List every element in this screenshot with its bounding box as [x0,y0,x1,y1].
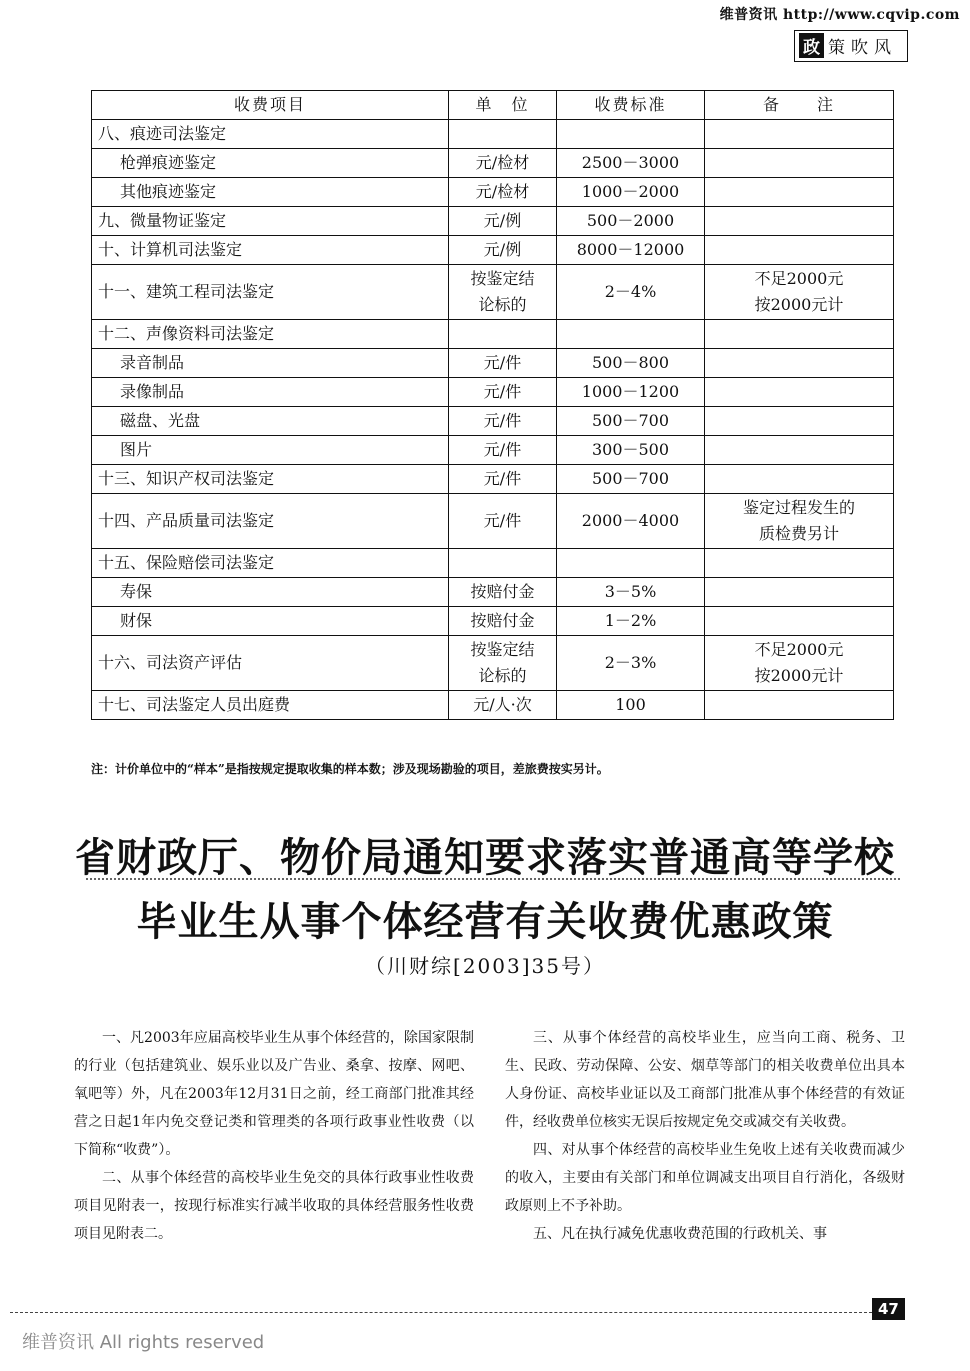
table-row [92,607,894,636]
cell-standard: 1000－1200 [557,378,705,407]
table-row [92,465,894,494]
table-footnote: 注：计价单位中的“样本”是指按规定提取收集的样本数；涉及现场勘验的项目，差旅费按实另计。 [91,762,609,776]
paragraph: 二、从事个体经营的高校毕业生免交的具体行政事业性收费项目见附表一，按现行标准实行减半收取的具体经营服务性收费项目见附表二。 [74,1170,474,1242]
cell-standard: 1－2% [557,607,705,636]
table-row [92,349,894,378]
cell-unit: 元/件 [449,378,557,407]
column-tag-rest: 策吹风 [828,38,897,58]
cell-unit: 元/件 [449,494,557,549]
cell-standard: 2－4% [557,265,705,320]
cell-unit [449,320,557,349]
cell-item: 图片 [92,436,449,465]
article-title-line-2: 毕业生从事个体经营有关收费优惠政策 [136,899,834,945]
cell-item: 九、微量物证鉴定 [92,207,449,236]
cell-unit: 元/件 [449,407,557,436]
table-row [92,378,894,407]
cell-standard: 500－2000 [557,207,705,236]
cell-item: 财保 [92,607,449,636]
article-column-right [505,1024,905,1248]
cell-item: 寿保 [92,578,449,607]
cell-note [705,236,894,265]
cell-item: 十一、建筑工程司法鉴定 [92,265,449,320]
cell-unit: 元/例 [449,236,557,265]
cell-note: 鉴定过程发生的 质检费另计 [705,494,894,549]
footer-copyright: 维普资讯 All rights reserved [22,1332,265,1353]
paragraph: 一、凡2003年应届高校毕业生从事个体经营的，除国家限制的行业（包括建筑业、娱乐业以及广告业、桑拿、按摩、网吧、氧吧等）外，凡在2003年12月31日之前，经工商部门批准其经营之日起1年内免交登记类和管理类的各项行政事业性收费（以下简称“收费”）。 [74,1030,474,1158]
cell-unit [449,549,557,578]
article-title-line-1: 省财政厅、物价局通知要求落实普通高等学校 [75,835,895,881]
cell-unit: 元/件 [449,349,557,378]
cell-note: 不足2000元 按2000元计 [705,265,894,320]
column-tag-first-char: 政 [799,33,824,58]
cell-item: 录像制品 [92,378,449,407]
header-unit: 单 位 [449,91,557,120]
cell-item: 十、计算机司法鉴定 [92,236,449,265]
table-row [92,320,894,349]
cell-item: 其他痕迹鉴定 [92,178,449,207]
cell-unit: 元/例 [449,207,557,236]
cell-note [705,178,894,207]
cell-item: 十五、保险赔偿司法鉴定 [92,549,449,578]
cell-item: 十七、司法鉴定人员出庭费 [92,691,449,720]
cell-unit: 按赔付金 [449,578,557,607]
article-column-left [74,1024,474,1248]
cell-standard [557,320,705,349]
cell-item: 八、痕迹司法鉴定 [92,120,449,149]
cell-unit: 按鉴定结 论标的 [449,265,557,320]
cell-note [705,407,894,436]
cell-unit: 元/检材 [449,149,557,178]
table-body [92,120,894,720]
paragraph: 三、从事个体经营的高校毕业生，应当向工商、税务、卫生、民政、劳动保障、公安、烟草等部门的相关收费单位出具本人身份证、高校毕业证以及工商部门批准从事个体经营的有效证件，经收费单位核实无误后按规定免交或减交有关收费。 [505,1030,905,1130]
table-row [92,407,894,436]
table-row [92,149,894,178]
cell-standard: 100 [557,691,705,720]
footer-divider [10,1312,872,1313]
cell-unit: 按赔付金 [449,607,557,636]
table-row [92,636,894,691]
cell-unit: 元/件 [449,465,557,494]
title-divider [86,878,900,880]
cell-standard [557,549,705,578]
cell-note [705,207,894,236]
table-row [92,578,894,607]
cell-note [705,378,894,407]
cell-note [705,549,894,578]
cell-standard: 2000－4000 [557,494,705,549]
cell-unit: 元/人·次 [449,691,557,720]
cell-item: 十四、产品质量司法鉴定 [92,494,449,549]
fee-table [91,90,894,720]
cell-standard: 3－5% [557,578,705,607]
cell-item: 十六、司法资产评估 [92,636,449,691]
table-row [92,494,894,549]
cell-note [705,149,894,178]
cell-item: 录音制品 [92,349,449,378]
table-row [92,549,894,578]
table-header-row [92,91,894,120]
cell-standard: 2500－3000 [557,149,705,178]
header-item: 收费项目 [92,91,449,120]
cell-unit: 元/件 [449,436,557,465]
cell-standard [557,120,705,149]
cell-standard: 300－500 [557,436,705,465]
cell-item: 枪弹痕迹鉴定 [92,149,449,178]
cell-unit [449,120,557,149]
cell-standard: 8000－12000 [557,236,705,265]
cell-standard: 500－700 [557,465,705,494]
cell-item: 十三、知识产权司法鉴定 [92,465,449,494]
page-number: 47 [872,1298,905,1320]
cell-note [705,120,894,149]
header-note: 备 注 [705,91,894,120]
cell-standard: 500－700 [557,407,705,436]
cell-note [705,578,894,607]
cell-note [705,436,894,465]
header-standard: 收费标准 [557,91,705,120]
cell-item: 磁盘、光盘 [92,407,449,436]
document-number: （川财综[2003]35号） [365,954,605,978]
cell-note [705,320,894,349]
cell-unit: 按鉴定结 论标的 [449,636,557,691]
table-row [92,207,894,236]
cell-unit: 元/检材 [449,178,557,207]
cell-standard: 2－3% [557,636,705,691]
cell-note [705,465,894,494]
cell-note [705,691,894,720]
paragraph: 四、对从事个体经营的高校毕业生免收上述有关收费而减少的收入，主要由有关部门和单位调减支出项目自行消化，各级财政原则上不予补助。 [505,1142,905,1214]
cell-standard: 500－800 [557,349,705,378]
cell-item: 十二、声像资料司法鉴定 [92,320,449,349]
table-row [92,691,894,720]
site-url: 维普资讯 http://www.cqvip.com [719,7,960,23]
cell-note [705,349,894,378]
table-row [92,436,894,465]
table-row [92,236,894,265]
cell-standard: 1000－2000 [557,178,705,207]
column-tag [794,30,908,62]
table-row [92,120,894,149]
cell-note [705,607,894,636]
table-row [92,265,894,320]
table-row [92,178,894,207]
cell-note: 不足2000元 按2000元计 [705,636,894,691]
paragraph: 五、凡在执行减免优惠收费范围的行政机关、事 [533,1226,827,1242]
